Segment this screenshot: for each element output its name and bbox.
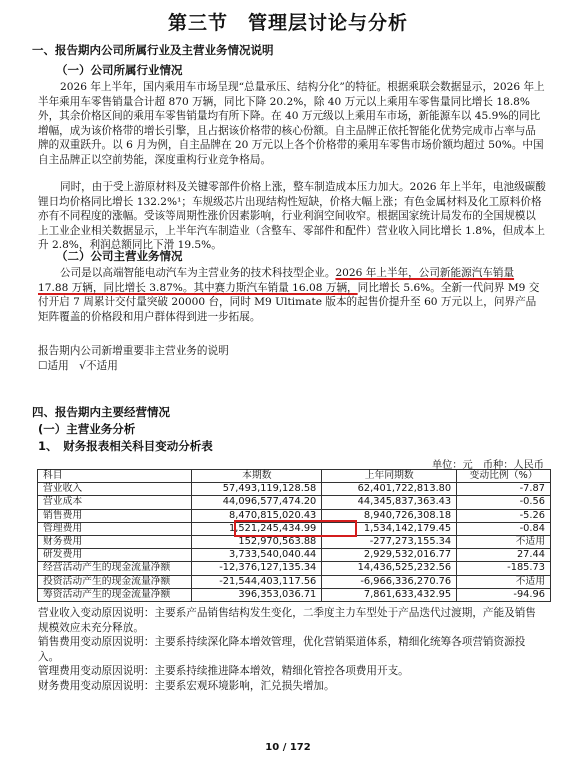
row-current: 152,970,563.88	[192, 535, 322, 548]
row-subject: 管理费用	[38, 522, 192, 535]
row-subject: 财务费用	[38, 535, 192, 548]
subsection-heading-business: （二）公司主营业务情况	[56, 249, 183, 263]
subsection-heading-main-business: (一）主营业务分析	[38, 422, 136, 436]
header-subject: 科目	[38, 470, 192, 483]
industry-paragraph-1	[38, 80, 546, 168]
row-current: 1,521,245,434.99	[192, 522, 322, 535]
subsection-heading-industry: （一）公司所属行业情况	[56, 63, 183, 77]
row-change: -185.73	[457, 562, 551, 575]
row-current: -21,544,403,117.56	[192, 575, 322, 588]
industry-text-1: 2026 年上半年，国内乘用车市场呈现“总量承压、结构分化”的特征。根据乘联会数据显示，2026 年上半年乘用车零售销量合计超 870 万辆，同比下降 20.2%，除 40 万元以上乘用车零售量同比增长 18.8%外，其余价格区间的乘用车零售销量均有所下降。在 40 万元级以上乘用车市场，新能源车以 45.9%的同比增幅，成为该价格带的增长引擎，且占据该价格带的核心份额。自主品牌正依托智能化优势完成市占率与品牌的双重跃升。以 6 月为例，自主品牌在 20 万元以上各个价格带的乘用车零售市场价额均超过 50%。中国自主品牌正以空前势能，深度重构行业竞争格局。	[38, 81, 545, 166]
row-subject: 营业收入	[38, 483, 192, 496]
row-subject: 投资活动产生的现金流量净额	[38, 575, 192, 588]
table-header-row	[38, 470, 551, 483]
note-revenue: 营业收入变动原因说明：主要系产品销售结构发生变化，二季度主力车型处于产品迭代过渡期，产能及销售规模效应未充分释放。	[38, 607, 536, 634]
sales-highlight-text: 2026 年上半年，公司新能源汽车销量 17.88 万辆，同比增长 3.87%。其中赛力斯汽车销量 16.08 万辆，	[38, 267, 515, 294]
row-subject: 筹资活动产生的现金流量净额	[38, 588, 192, 601]
row-current: 396,353,036.71	[192, 588, 322, 601]
row-change: 不适用	[457, 575, 551, 588]
page-title: 第三节 管理层讨论与分析	[167, 12, 408, 34]
applicable-options: ☐适用 √不适用	[38, 360, 118, 372]
header-change-ratio: 变动比例（%）	[457, 470, 551, 483]
row-change: -7.87	[457, 483, 551, 496]
row-prior: 8,940,726,308.18	[322, 509, 457, 522]
industry-paragraph-2	[38, 180, 546, 253]
row-current: 3,733,540,040.44	[192, 549, 322, 562]
business-paragraph	[38, 266, 546, 324]
sales-expense-highlight-box	[234, 520, 357, 537]
row-current: 57,493,119,128.58	[192, 483, 322, 496]
table-row	[38, 535, 551, 548]
row-prior: -277,273,155.34	[322, 535, 457, 548]
row-subject: 营业成本	[38, 496, 192, 509]
row-prior: 1,534,142,179.45	[322, 522, 457, 535]
row-prior: -6,966,336,270.76	[322, 575, 457, 588]
table-row	[38, 483, 551, 496]
table-row	[38, 562, 551, 575]
header-current-period: 本期数	[192, 470, 322, 483]
row-prior: 44,345,837,363.43	[322, 496, 457, 509]
table-row	[38, 575, 551, 588]
section-heading-operations: 四、报告期内主要经营情况	[32, 405, 170, 419]
row-current: -12,376,127,135.34	[192, 562, 322, 575]
page-number: 10 / 172	[265, 742, 311, 753]
table-row	[38, 588, 551, 601]
note-sales-expense: 销售费用变动原因说明：主要系持续深化降本增效管理，优化营销渠道体系，精细化统筹各项营销资源投入。	[38, 636, 526, 663]
row-subject: 经营活动产生的现金流量净额	[38, 562, 192, 575]
row-current: 44,096,577,474.20	[192, 496, 322, 509]
change-notes	[38, 606, 546, 694]
row-change: -0.56	[457, 496, 551, 509]
new-business-label: 报告期内公司新增重要非主营业务的说明	[38, 345, 229, 357]
row-prior: 7,861,633,432.95	[322, 588, 457, 601]
unit-note: 单位：元 币种：人民币	[431, 460, 544, 471]
section-heading-industry: 一、报告期内公司所属行业及主营业务情况说明	[32, 43, 274, 57]
header-prior-period: 上年同期数	[322, 470, 457, 483]
row-current-highlighted: 8,470,815,020.43	[192, 509, 322, 522]
row-subject: 研发费用	[38, 549, 192, 562]
row-change: 不适用	[457, 535, 551, 548]
row-subject: 销售费用	[38, 509, 192, 522]
row-prior: 62,401,722,813.80	[322, 483, 457, 496]
note-finance-expense: 财务费用变动原因说明：主要系宏观环境影响，汇兑损失增加。	[38, 679, 335, 692]
row-change: -5.26	[457, 509, 551, 522]
row-change: -0.84	[457, 522, 551, 535]
note-admin-expense: 管理费用变动原因说明：主要系持续推进降本增效，精细化管控各项费用开支。	[38, 665, 409, 678]
industry-text-2: 同时，由于受上游原材料及关键零部件价格上涨，整车制造成本压力加大。2026 年上半年，电池级碳酸锂日均价格同比增长 132.2%¹；车规级芯片出现结构性短缺，价格大幅上涨；有色金属材料及化工原料价格亦有不同程度的涨幅。受该等周期性涨价因素影响，行业利润空间收窄。根据国家统计局发布的全国规模以上工业企业相关数据显示，上半年汽车制造业（含整车、零部件和配件）营业收入同比增长 1.8%，但成本上升 2.8%，利润总额同比下滑 19.5%。	[38, 181, 546, 252]
row-prior: 14,436,525,232.56	[322, 562, 457, 575]
table-row	[38, 549, 551, 562]
business-text-a: 公司是以高端智能电动汽车为主营业务的技术科技型企业。	[60, 267, 336, 279]
row-change: -94.96	[457, 588, 551, 601]
row-change: 27.44	[457, 549, 551, 562]
business-text-c: 同比增长 5.6%。全新一代问界 M9 交付开启 7 周累计交付量突破 20000 台，同时 M9 Ultimate 版本的起售价提升至 60 万元以上，问界产品矩阵覆盖的价格段和用户群体得到进一步拓展。	[38, 281, 540, 323]
table-title: 1、 财务报表相关科目变动分析表	[38, 439, 213, 453]
table-row	[38, 496, 551, 509]
row-prior: 2,929,532,016.77	[322, 549, 457, 562]
